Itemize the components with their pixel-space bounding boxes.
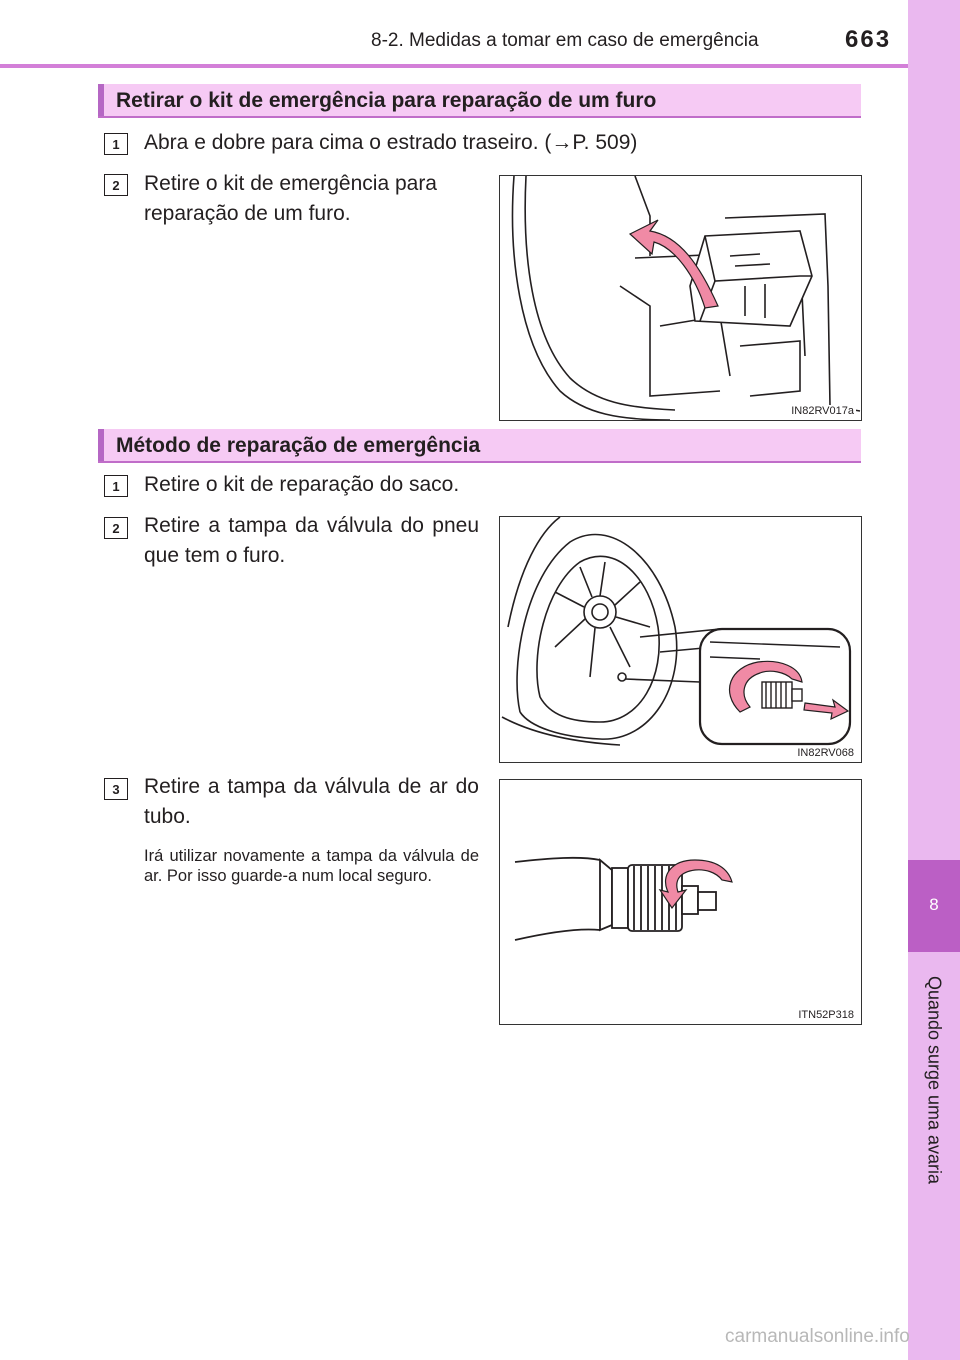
illustration-hose-valve [500,780,861,1024]
step-number-badge: 2 [104,174,128,196]
step-number-badge: 3 [104,778,128,800]
step-number-badge: 2 [104,517,128,539]
step-number-badge: 1 [104,475,128,497]
running-header: 8-2. Medidas a tomar em caso de emergência [371,30,759,51]
figure-code: ITN52P318 [798,1009,854,1021]
section-accent [98,84,104,116]
figure-hose-valve [499,779,862,1025]
step-text: Retire o kit de reparação do saco. [144,473,460,496]
page-number: 663 [845,26,892,53]
section-accent [98,429,104,461]
section-title: Retirar o kit de emergência para reparação de um furo [116,89,657,112]
header-divider [0,64,908,68]
illustration-cargo-area [500,176,861,420]
step-text: Retire a tampa da válvula de ar do tubo. [144,775,479,828]
step-text: Retire a tampa da válvula do pneu que tem o furo. [144,514,479,567]
figure-code: IN82RV017a [791,405,854,417]
section-heading-remove-kit [98,84,861,118]
step-note: Irá utilizar novamente a tampa da válvula de ar. Por isso guarde-a num local seguro. [144,847,479,885]
illustration-tire-valve [500,517,861,762]
watermark: carmanualsonline.info [725,1326,910,1347]
figure-cargo-floor-kit [499,175,862,421]
chapter-number: 8 [929,895,939,914]
section-heading-repair-method [98,429,861,463]
figure-tire-valve [499,516,862,763]
step-text: Abra e dobre para cima o estrado traseiro. (→P. 509) [144,131,638,154]
chapter-title: Quando surge uma avaria [924,975,945,1185]
figure-code: IN82RV068 [797,747,854,759]
section-title: Método de reparação de emergência [116,434,481,457]
step-number-badge: 1 [104,133,128,155]
step-text: Retire o kit de emergência para reparação de um furo. [144,172,437,225]
